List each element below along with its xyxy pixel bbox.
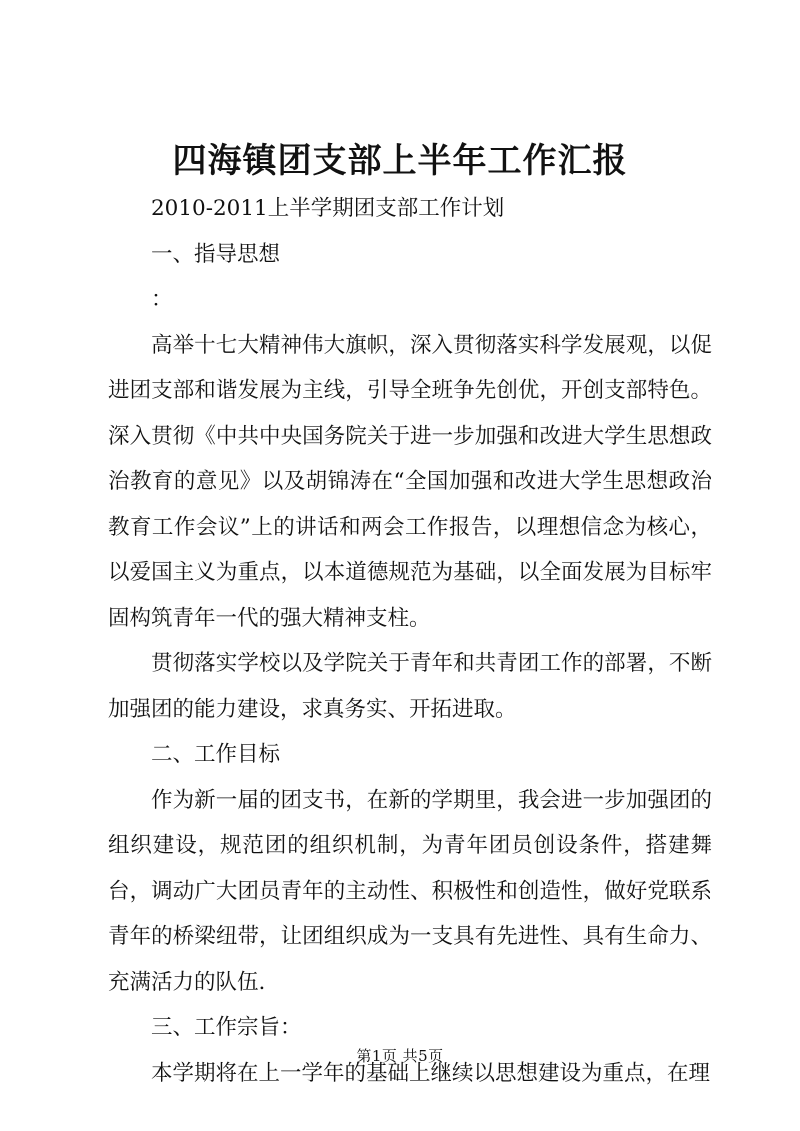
paragraph-work-purpose: 本学期将在上一学年的基础上继续以思想建设为重点，在理 xyxy=(151,1060,711,1086)
paragraph-work-goals: 作为新一届的团支书，在新的学期里，我会进一步加强团的组织建设，规范团的组织机制，为青年团员创设条件，搭建舞台，调动广大团员青年的主动性、积极性和创造性，做好党联系青年的桥梁纽带，让团组织成为一支具有先进性、具有生命力、充满活力的队伍. xyxy=(108,787,712,995)
document-body xyxy=(108,186,712,1096)
paragraph-implementation: 贯彻落实学校以及学院关于青年和共青团工作的部署，不断加强团的能力建设，求真务实、开拓进取。 xyxy=(108,651,712,722)
paragraph-subtitle: 2010-2011上半学期团支部工作计划 xyxy=(151,196,505,221)
document-title: 四海镇团支部上半年工作汇报 xyxy=(172,141,628,181)
section-heading-work-goals: 二、工作目标 xyxy=(151,742,281,767)
section-heading-work-purpose: 三、工作宗旨： xyxy=(151,1015,302,1040)
section-heading-guiding-ideology: 一、指导思想 xyxy=(151,241,281,267)
page-number-footer: 第1页 共5页 xyxy=(356,1047,444,1065)
paragraph-guiding-ideology: 高举十七大精神伟大旗帜，深入贯彻落实科学发展观，以促进团支部和谐发展为主线，引导全班争先创优，开创支部特色。深入贯彻《中共中央国务院关于进一步加强和改进大学生思想政治教育的意见》以及胡锦涛在“全国加强和改进大学生思想政治教育工作会议”上的讲话和两会工作报告，以理想信念为核心，以爱国主义为重点，以本道德规范为基础，以全面发展为目标牢固构筑青年一代的强大精神支柱。 xyxy=(108,332,712,631)
paragraph-colon: ： xyxy=(151,287,173,312)
